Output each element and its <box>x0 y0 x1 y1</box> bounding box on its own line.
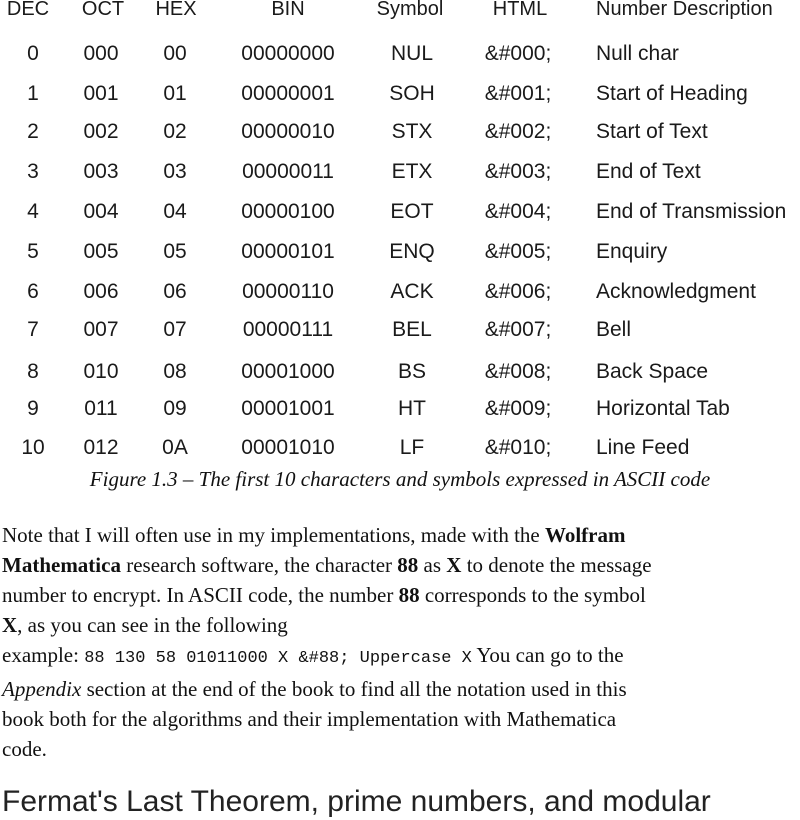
cell-oct: 005 <box>83 240 119 263</box>
bold-term: Wolfram <box>544 523 626 547</box>
cell-symbol: STX <box>391 120 433 143</box>
cell-dec: 4 <box>27 200 39 223</box>
cell-bin: 00001000 <box>241 360 335 383</box>
text-run: section at the end of the book to find all the notation used in this <box>81 677 627 701</box>
body-paragraph <box>2 520 798 764</box>
figure-caption: Figure 1.3 – The first 10 characters and symbols expressed in ASCII code <box>89 467 711 491</box>
cell-hex: 08 <box>163 360 187 383</box>
paragraph-line <box>2 610 798 640</box>
cell-symbol: HT <box>398 397 426 420</box>
text-run: research software, the character <box>120 553 398 577</box>
cell-symbol: LF <box>399 436 425 459</box>
section-heading: Fermat's Last Theorem, prime numbers, and modular <box>2 785 711 818</box>
cell-bin: 00000111 <box>242 318 334 341</box>
bold-term: X <box>446 553 462 577</box>
cell-bin: 00000101 <box>241 240 335 263</box>
cell-description: Bell <box>596 318 632 341</box>
cell-dec: 7 <box>27 318 39 341</box>
cell-html: &#001; <box>484 82 552 105</box>
cell-description: Line Feed <box>596 436 690 459</box>
paragraph-line: book both for the algorithms and their implementation with Mathematica <box>2 707 617 731</box>
table-row <box>0 280 800 316</box>
cell-hex: 03 <box>163 160 187 183</box>
text-run: corresponds to the symbol <box>419 583 646 607</box>
cell-hex: 00 <box>163 42 187 65</box>
table-row <box>0 200 800 236</box>
cell-description: Start of Heading <box>596 82 748 105</box>
cell-oct: 004 <box>83 200 119 223</box>
cell-html: &#006; <box>484 280 552 303</box>
cell-dec: 6 <box>27 280 39 303</box>
paragraph-line <box>2 550 798 580</box>
table-row <box>0 120 800 156</box>
text-run: You can go to the <box>471 643 624 667</box>
cell-dec: 1 <box>27 82 39 105</box>
cell-oct: 001 <box>83 82 119 105</box>
cell-hex: 05 <box>163 240 187 263</box>
cell-bin: 00000010 <box>241 120 335 143</box>
header-dec: DEC <box>6 0 50 20</box>
cell-bin: 00000110 <box>242 280 334 303</box>
cell-symbol: ENQ <box>389 240 435 263</box>
text-run: Note that I will often use in my implementations, made with the <box>2 523 545 547</box>
text-run: number to encrypt. In ASCII code, the number <box>2 583 399 607</box>
header-html: HTML <box>492 0 548 20</box>
table-row <box>0 318 800 354</box>
cell-symbol: BS <box>397 360 426 383</box>
cell-description: Null char <box>596 42 679 65</box>
table-row <box>0 160 800 196</box>
cell-html: &#005; <box>484 240 552 263</box>
cell-bin: 00000000 <box>241 42 335 65</box>
table-row <box>0 82 800 118</box>
cell-dec: 9 <box>27 397 39 420</box>
header-hex: HEX <box>155 0 197 20</box>
text-run: to denote the message <box>461 553 652 577</box>
table-row <box>0 240 800 276</box>
cell-html: &#007; <box>484 318 552 341</box>
italic-term: Appendix <box>2 677 82 701</box>
cell-html: &#000; <box>484 42 552 65</box>
cell-dec: 10 <box>21 436 45 459</box>
table-header-row <box>0 0 800 36</box>
cell-symbol: ACK <box>390 280 434 303</box>
cell-html: &#004; <box>484 200 552 223</box>
paragraph-line <box>2 520 798 550</box>
cell-description: End of Transmission <box>596 200 787 223</box>
table-row <box>0 42 800 78</box>
cell-description: End of Text <box>596 160 701 183</box>
cell-hex: 07 <box>163 318 187 341</box>
cell-dec: 2 <box>27 120 39 143</box>
text-run: example: <box>2 643 85 667</box>
cell-oct: 010 <box>83 360 119 383</box>
cell-symbol: EOT <box>390 200 434 223</box>
cell-dec: 5 <box>27 240 39 263</box>
cell-oct: 012 <box>83 436 119 459</box>
text-run: as <box>418 553 447 577</box>
header-oct: OCT <box>81 0 125 20</box>
cell-hex: 04 <box>163 200 187 223</box>
bold-term: X <box>2 613 18 637</box>
cell-symbol: ETX <box>391 160 433 183</box>
paragraph-line <box>2 580 798 610</box>
cell-oct: 007 <box>83 318 119 341</box>
bold-term: 88 <box>398 583 420 607</box>
cell-hex: 0A <box>162 436 188 459</box>
text-run: , as you can see in the following <box>17 613 288 637</box>
header-bin: BIN <box>271 0 305 20</box>
cell-hex: 02 <box>163 120 187 143</box>
cell-dec: 3 <box>27 160 39 183</box>
cell-html: &#008; <box>484 360 552 383</box>
paragraph-line <box>2 640 798 674</box>
cell-dec: 0 <box>27 42 39 65</box>
table-row <box>0 397 800 433</box>
cell-oct: 011 <box>84 397 118 420</box>
cell-description: Acknowledgment <box>596 280 756 303</box>
cell-bin: 00001010 <box>241 436 335 459</box>
cell-html: &#003; <box>484 160 552 183</box>
cell-oct: 006 <box>83 280 119 303</box>
cell-symbol: BEL <box>392 318 432 341</box>
cell-symbol: SOH <box>389 82 435 105</box>
cell-description: Start of Text <box>596 120 708 143</box>
bold-term: 88 <box>397 553 419 577</box>
cell-html: &#009; <box>484 397 552 420</box>
cell-html: &#002; <box>484 120 552 143</box>
cell-oct: 003 <box>83 160 119 183</box>
cell-oct: 000 <box>83 42 119 65</box>
cell-hex: 01 <box>163 82 187 105</box>
cell-symbol: NUL <box>390 42 433 65</box>
table-row <box>0 360 800 396</box>
cell-bin: 00000001 <box>241 82 335 105</box>
cell-description: Horizontal Tab <box>596 397 730 420</box>
cell-description: Back Space <box>596 360 709 383</box>
cell-html: &#010; <box>484 436 552 459</box>
cell-bin: 00001001 <box>241 397 335 420</box>
inline-code: 88 130 58 01011000 X &#88; Uppercase X <box>84 649 472 668</box>
paragraph-line: code. <box>2 737 47 761</box>
cell-bin: 00000011 <box>242 160 334 183</box>
cell-hex: 06 <box>163 280 187 303</box>
bold-term: Mathematica <box>2 553 121 577</box>
cell-hex: 09 <box>163 397 187 420</box>
cell-bin: 00000100 <box>241 200 335 223</box>
header-symbol: Symbol <box>376 0 444 20</box>
cell-oct: 002 <box>83 120 119 143</box>
paragraph-line <box>2 674 798 704</box>
cell-dec: 8 <box>27 360 39 383</box>
header-description: Number Description <box>596 0 773 20</box>
cell-description: Enquiry <box>596 240 668 263</box>
